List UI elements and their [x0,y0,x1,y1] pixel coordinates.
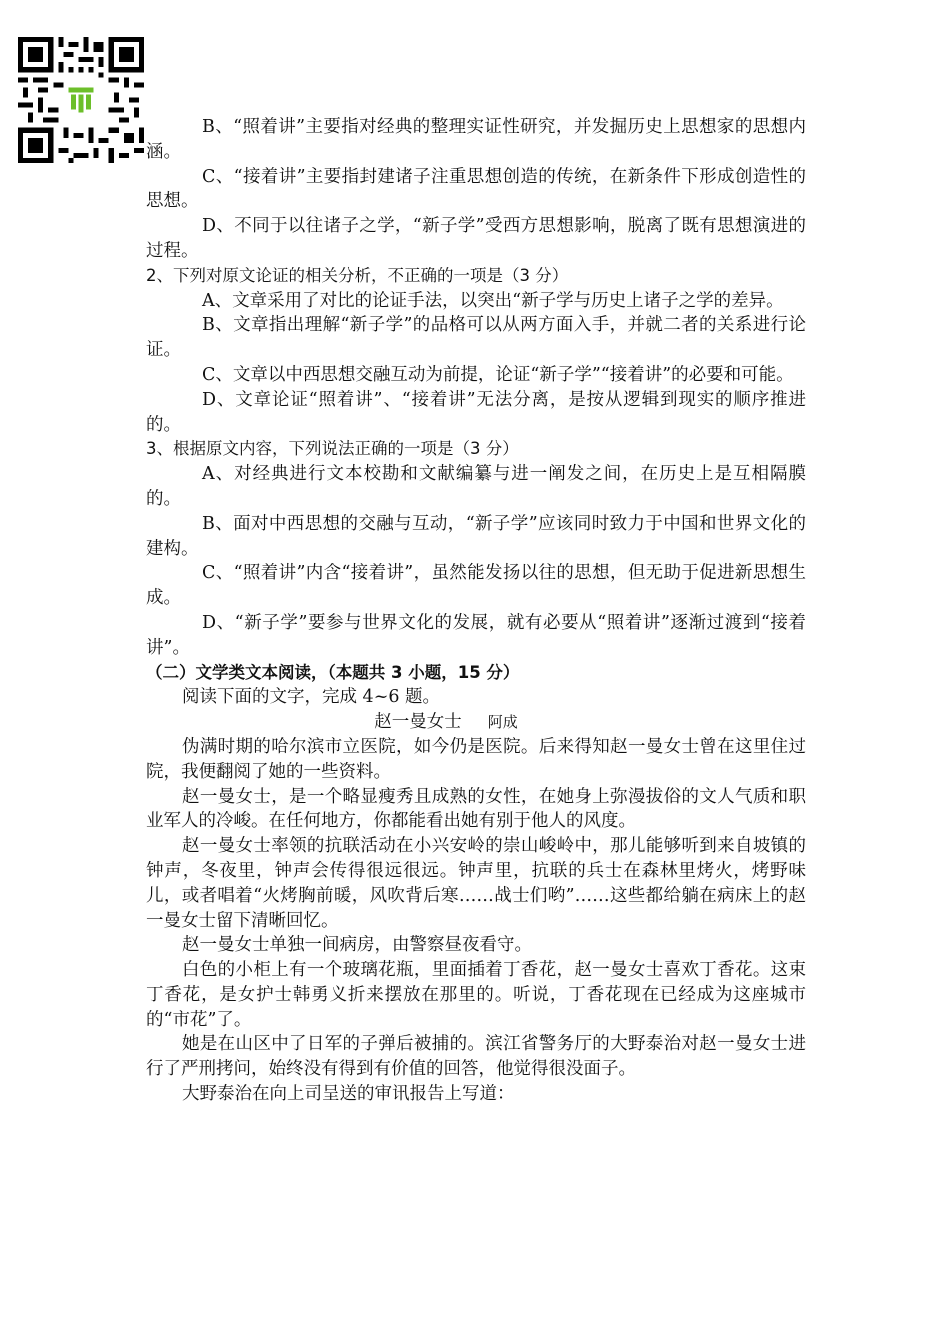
section-heading: （二）文学类文本阅读，（本题共 3 小题，15 分） [146,662,520,682]
q2-stem: 2、下列对原文论证的相关分析，不正确的一项是（3 分） [146,265,569,285]
q3-option-b: B、面对中西思想的交融与互动，“新子学”应该同时致力于中国和世界文化的建构。 [146,513,806,559]
q2-option-b: B、文章指出理解“新子学”的品格可以从两方面入手，并就二者的关系进行论证。 [146,315,806,361]
article-paragraph: 赵一曼女士，是一个略显瘦秀且成熟的女性，在她身上弥漫拔俗的文人气质和职业军人的冷峻。在任何地方，你都能看出她有别于他人的风度。 [146,786,806,832]
q3-option-c: C、“照着讲”内含“接着讲”，虽然能发扬以往的思想，但无助于促进新思想生成。 [146,563,806,609]
q1-option-b: B、“照着讲”主要指对经典的整理实证性研究，并发掘历史上思想家的思想内涵。 [146,117,806,162]
q2-option-d: D、文章论证“照着讲”、“接着讲”无法分离，是按从逻辑到现实的顺序推进的。 [146,389,806,435]
qr-code-icon [18,37,144,163]
article-paragraph: 赵一曼女士率领的抗联活动在小兴安岭的崇山峻岭中，那儿能够听到来自坡镇的钟声，冬夜里，钟声会传得很远很远。钟声里，抗联的兵士在森林里烤火，烤野味儿，或者唱着“火烤胸前暖，风吹背后寒……战士们哟”……这些都给躺在病床上的赵一曼女士留下清晰回忆。 [146,836,806,931]
q3-option-d: D、“新子学”要参与世界文化的发展，就有必要从“照着讲”逐渐过渡到“接着讲”。 [146,612,806,658]
article-paragraph: 赵一曼女士单独一间病房，由警察昼夜看守。 [182,935,532,956]
reading-instruction: 阅读下面的文字，完成 4~6 题。 [182,687,441,708]
q1-option-c: C、“接着讲”主要指封建诸子注重思想创造的传统，在新条件下形成创造性的思想。 [146,166,806,212]
article-paragraph: 伪满时期的哈尔滨市立医院，如今仍是医院。后来得知赵一曼女士曾在这里住过院，我便翻阅了她的一些资料。 [146,736,806,782]
article-author: 阿成 [487,713,518,732]
article-title-line [146,710,806,735]
q2-option-a: A、文章采用了对比的论证手法，以突出“新子学与历史上诸子之学的差异。 [202,290,784,311]
q3-option-a: A、对经典进行文本校勘和文献编纂与进一阐发之间，在历史上是互相隔膜的。 [146,464,806,509]
q3-stem: 3、根据原文内容，下列说法正确的一项是（3 分） [146,439,519,459]
article-paragraph: 她是在山区中了日军的子弹后被捕的。滨江省警务厅的大野泰治对赵一曼女士进行了严刑拷问，始终没有得到有价值的回答，他觉得很没面子。 [146,1034,806,1080]
q1-option-d: D、不同于以往诸子之学，“新子学”受西方思想影响，脱离了既有思想演进的过程。 [146,216,806,261]
article-paragraph: 白色的小柜上有一个玻璃花瓶，里面插着丁香花，赵一曼女士喜欢丁香花。这束丁香花，是女护士韩勇义折来摆放在那里的。听说，丁香花现在已经成为这座城市的“市花”了。 [146,960,806,1030]
article-paragraph: 大野泰治在向上司呈送的审讯报告上写道： [182,1084,515,1105]
q2-option-c: C、文章以中西思想交融互动为前提，论证“新子学”“接着讲”的必要和可能。 [202,364,794,385]
article-title: 赵一曼女士 [374,712,462,733]
document-body [146,115,806,1107]
